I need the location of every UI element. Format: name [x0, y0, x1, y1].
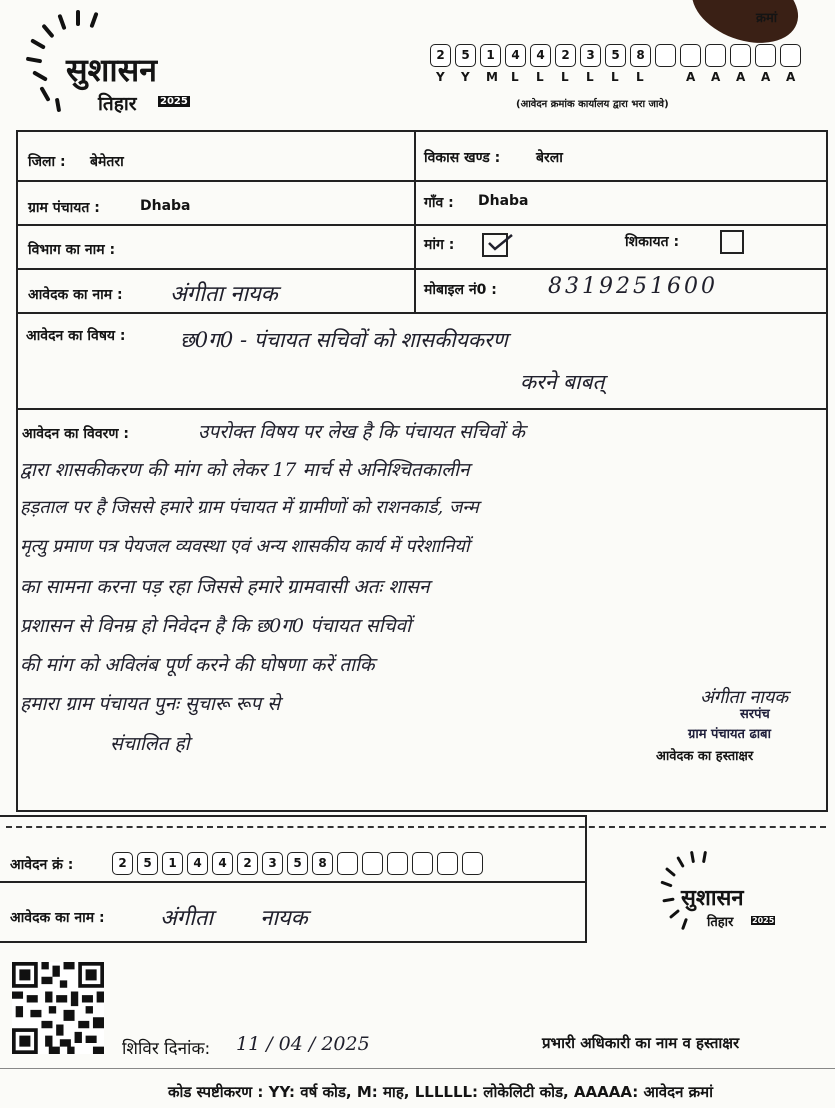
code-letter: A	[761, 70, 771, 84]
digit-box	[387, 852, 408, 875]
digit-box: 1	[480, 44, 501, 67]
digit-box: 5	[605, 44, 626, 67]
digit-box: 3	[262, 852, 283, 875]
receipt-logo-year: 2025	[752, 916, 775, 925]
camp-date-label: शिविर दिनांक:	[122, 1039, 211, 1059]
receipt-logo	[655, 848, 795, 943]
header-note: (आवेदन क्रमांक कार्यालय द्वारा भरा जावे)	[516, 99, 669, 110]
digit-box	[412, 852, 433, 875]
digit-box: 3	[580, 44, 601, 67]
digit-box: 1	[162, 852, 183, 875]
stamp-line-1: सरपंच	[740, 707, 770, 722]
village-label: गाँव :	[424, 195, 454, 211]
digit-box: 2	[112, 852, 133, 875]
digit-box: 4	[212, 852, 233, 875]
mobile-value: 8319251600	[548, 274, 718, 299]
digit-box: 8	[630, 44, 651, 67]
code-letter: L	[536, 70, 544, 84]
dept-label: विभाग का नाम :	[28, 242, 116, 258]
stamp-line-3: आवेदक का हस्ताक्षर	[656, 749, 754, 764]
block-value: बेरला	[536, 150, 563, 166]
applicant-label: आवेदक का नाम :	[28, 287, 123, 303]
digit-box: 5	[455, 44, 476, 67]
code-letter: A	[786, 70, 796, 84]
digit-box: 4	[530, 44, 551, 67]
logo-title: सुशासन	[66, 51, 158, 89]
digit-box	[655, 44, 676, 67]
digit-box	[680, 44, 701, 67]
details-line: हड़ताल पर है जिससे हमारे ग्राम पंचायत में ग्रामीणों को राशनकार्ड, जन्म	[20, 497, 479, 518]
check-mark-icon	[486, 231, 516, 253]
digit-box	[755, 44, 776, 67]
digit-box: 5	[287, 852, 308, 875]
camp-date-value: 11 / 04 / 2025	[236, 1033, 370, 1055]
details-line: संचालित हो	[110, 733, 190, 755]
logo-subtitle: तिहार	[98, 93, 137, 115]
code-letter: Y	[436, 70, 445, 84]
code-letter: L	[636, 70, 644, 84]
gp-value: Dhaba	[140, 198, 191, 214]
code-letter: M	[486, 70, 498, 84]
digit-box	[705, 44, 726, 67]
receipt-app-no-label: आवेदन क्रं :	[10, 857, 74, 873]
details-line: प्रशासन से विनम्र हो निवेदन है कि छ0ग0 पंचायत सचिवों	[20, 615, 412, 637]
digit-box	[362, 852, 383, 875]
code-letter: L	[611, 70, 619, 84]
receipt-app-number	[112, 852, 492, 876]
header-app-number	[430, 44, 815, 68]
village-value: Dhaba	[478, 193, 529, 209]
complaint-checkbox[interactable]	[720, 230, 744, 254]
digit-box: 4	[187, 852, 208, 875]
digit-box: 5	[137, 852, 158, 875]
qr-code	[12, 962, 104, 1054]
details-line: का सामना करना पड़ रहा जिससे हमारे ग्रामवासी अतः शासन	[20, 576, 430, 598]
subject-line-2: करने बाबत्	[520, 370, 605, 394]
receipt-logo-title: सुशासन	[681, 886, 744, 911]
code-letter: L	[586, 70, 594, 84]
code-letter: L	[511, 70, 519, 84]
details-line: की मांग को अविलंब पूर्ण करने की घोषणा करें ताकि	[20, 654, 375, 676]
subject-line-1: छ0ग0 - पंचायत सचिवों को शासकीयकरण	[180, 328, 508, 352]
header-logo	[18, 8, 198, 118]
details-line: हमारा ग्राम पंचायत पुनः सुचारू रूप से	[20, 693, 281, 715]
district-value: बेमेतरा	[90, 154, 124, 170]
subject-label: आवेदन का विषय :	[26, 328, 126, 344]
receipt-name-label: आवेदक का नाम :	[10, 910, 105, 926]
demand-checkbox[interactable]	[482, 233, 508, 257]
digit-box: 4	[505, 44, 526, 67]
digit-box	[437, 852, 458, 875]
digit-box	[780, 44, 801, 67]
details-label: आवेदन का विवरण :	[22, 426, 129, 442]
logo-year: 2025	[160, 96, 188, 107]
code-letter: A	[736, 70, 746, 84]
digit-box: 2	[555, 44, 576, 67]
stamp-line-2: ग्राम पंचायत ढाबा	[688, 727, 771, 742]
receipt-name-value: अंगीता नायक	[160, 906, 308, 931]
mobile-label: मोबाइल नं0 :	[424, 282, 497, 298]
gp-label: ग्राम पंचायत :	[28, 200, 100, 216]
complaint-label: शिकायत :	[625, 234, 680, 250]
footer-divider	[0, 1068, 835, 1069]
digit-box: 2	[237, 852, 258, 875]
digit-box	[337, 852, 358, 875]
code-letters	[436, 70, 816, 86]
corner-label: क्रमां	[756, 11, 778, 26]
footer-code-explain: कोड स्पष्टीकरण : YY: वर्ष कोड, M: माह, LLLLLL: लोकेलिटी कोड, AAAAA: आवेदन क्रमां	[168, 1083, 714, 1101]
district-label: जिला :	[28, 154, 66, 170]
details-line: मृत्यु प्रमाण पत्र पेयजल व्यवस्था एवं अन्य शासकीय कार्य में परेशानियों	[20, 536, 470, 557]
signature: अंगीता नायक	[700, 687, 789, 708]
block-label: विकास खण्ड :	[424, 150, 501, 166]
receipt-logo-subtitle: तिहार	[707, 915, 734, 930]
officer-label: प्रभारी अधिकारी का नाम व हस्ताक्षर	[542, 1034, 740, 1052]
code-letter: A	[686, 70, 696, 84]
demand-label: मांग :	[424, 237, 455, 253]
digit-box	[730, 44, 751, 67]
digit-box	[462, 852, 483, 875]
digit-box: 8	[312, 852, 333, 875]
code-letter: A	[711, 70, 721, 84]
code-letter: Y	[461, 70, 470, 84]
details-line: द्वारा शासकीकरण की मांग को लेकर 17 मार्च से अनिश्चितकालीन	[20, 459, 470, 481]
digit-box: 2	[430, 44, 451, 67]
details-line: उपरोक्त विषय पर लेख है कि पंचायत सचिवों के	[198, 421, 525, 443]
code-letter: L	[561, 70, 569, 84]
applicant-value: अंगीता नायक	[170, 282, 278, 307]
